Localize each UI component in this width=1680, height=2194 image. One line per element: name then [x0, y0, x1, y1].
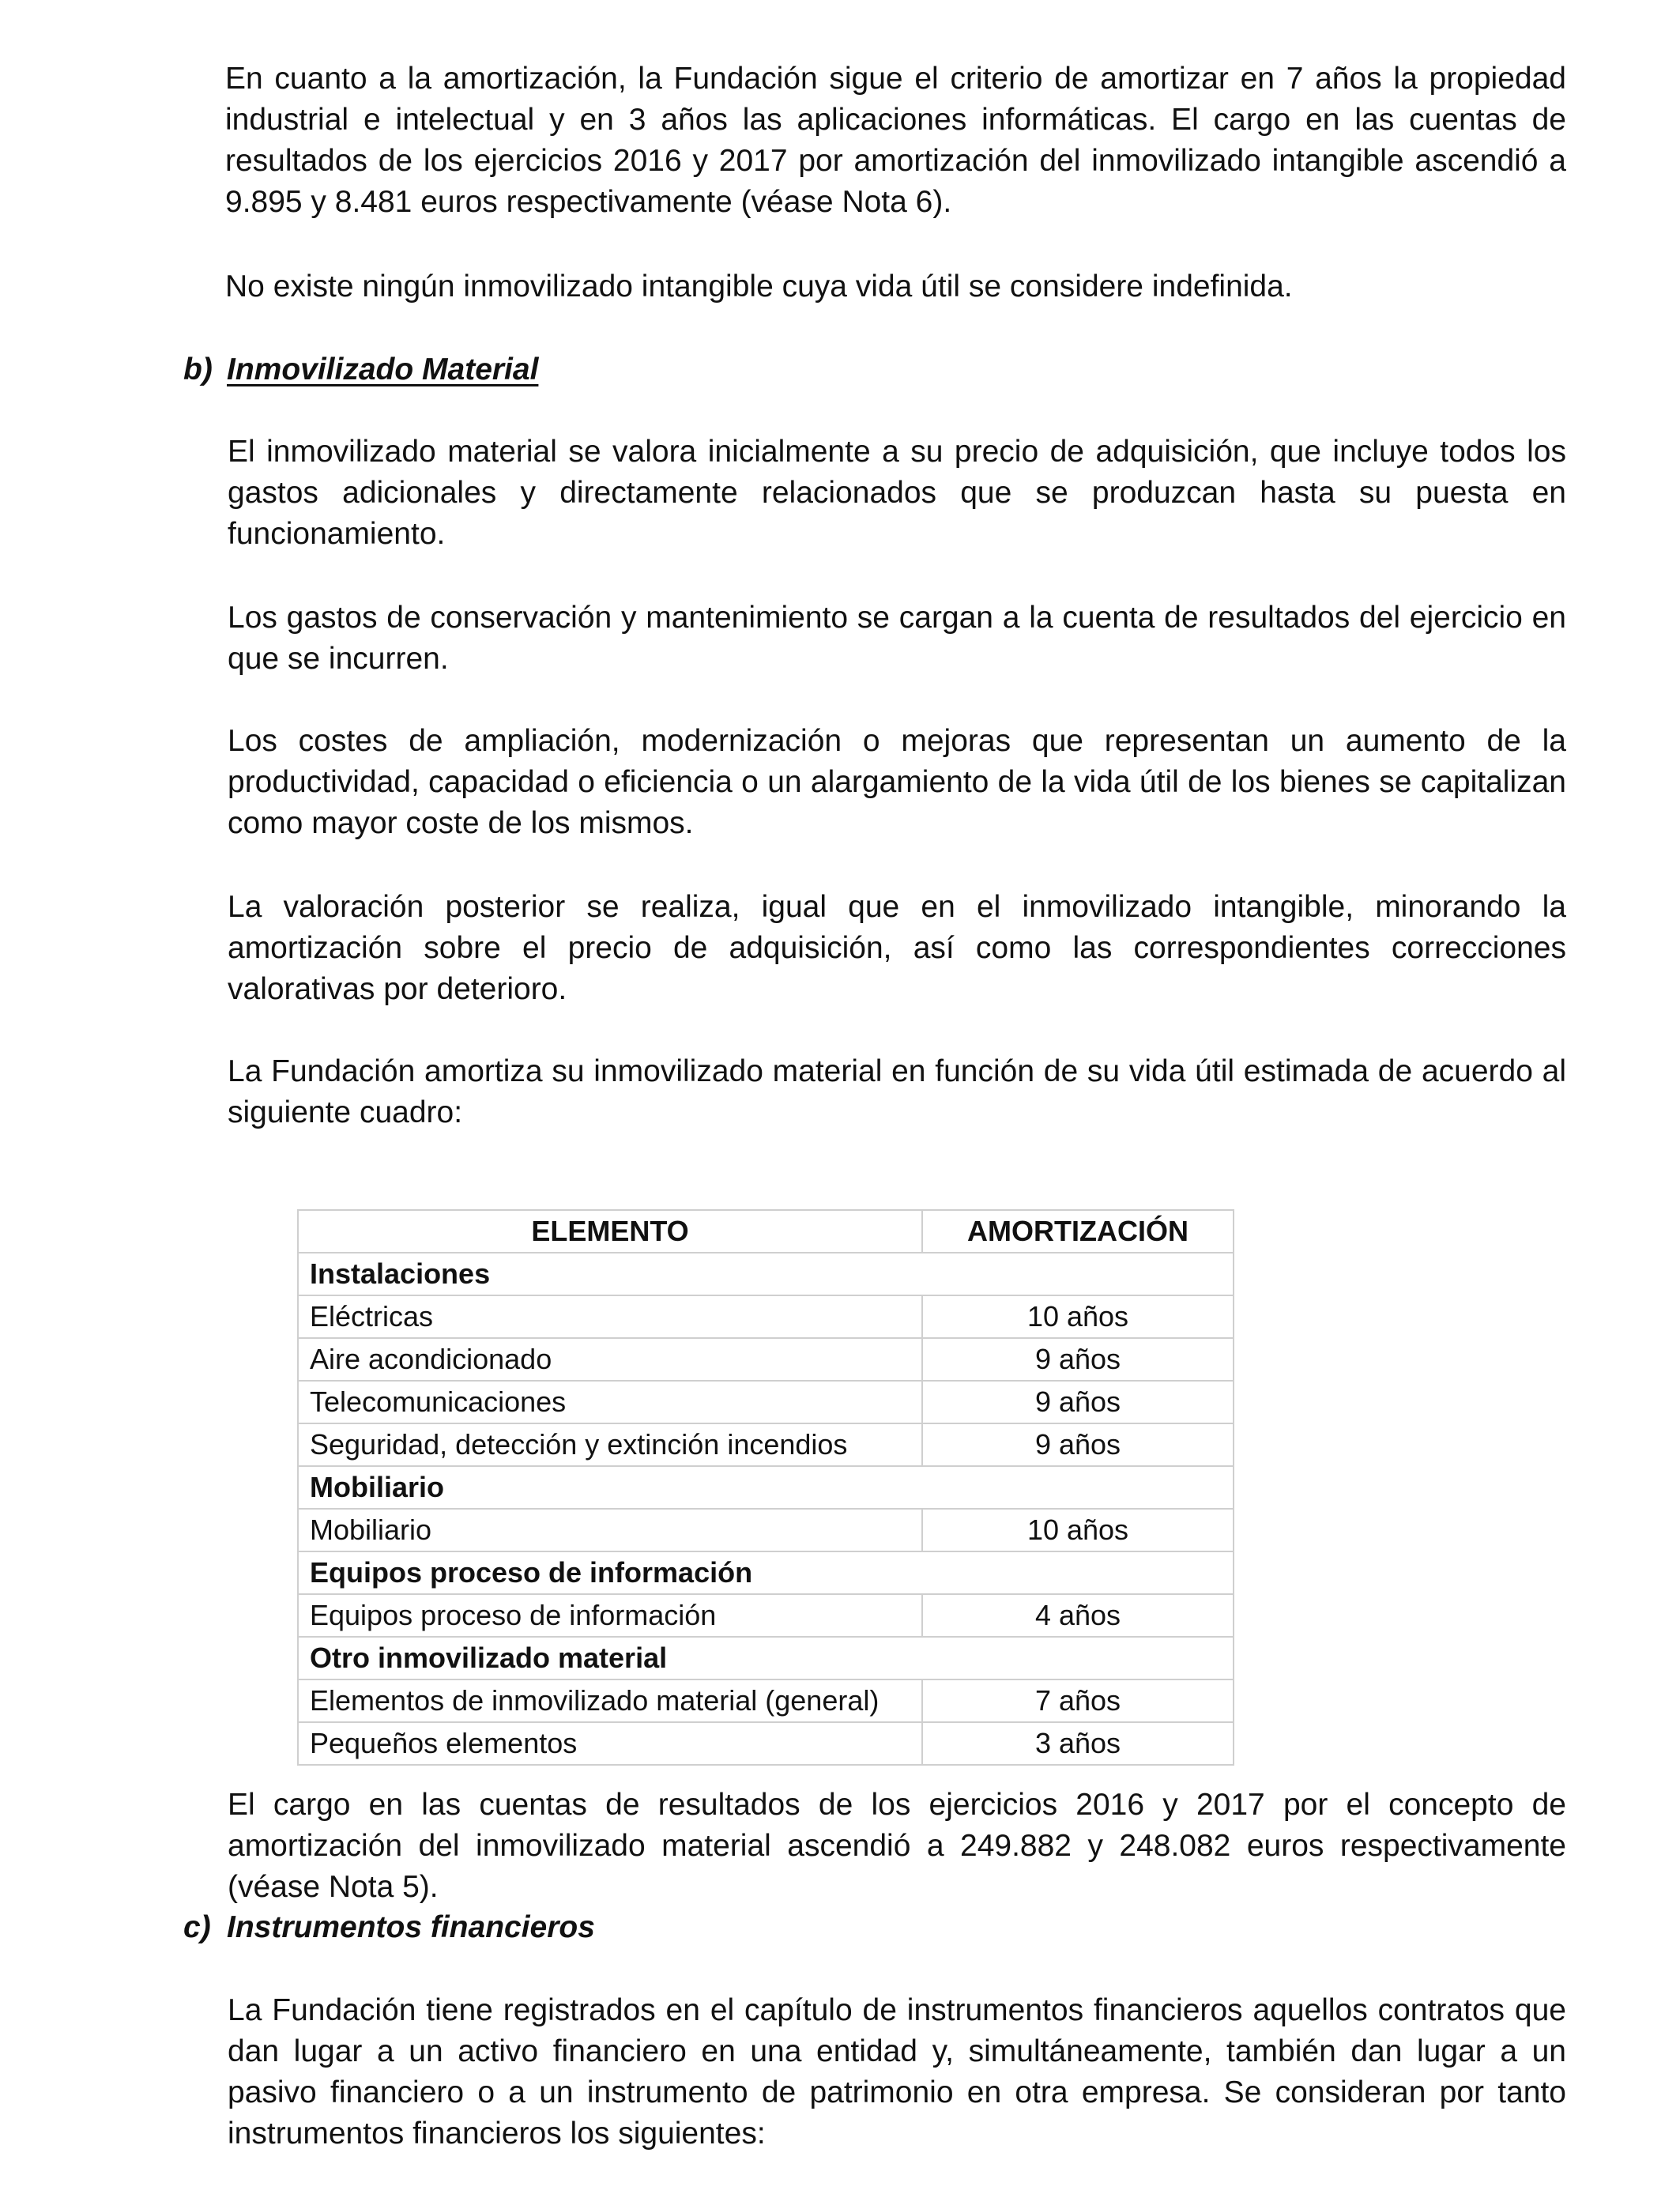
table-row	[298, 1637, 1234, 1679]
table-group-label: Instalaciones	[298, 1253, 1234, 1295]
table-row	[298, 1551, 1234, 1594]
table-cell-amortization: 10 años	[922, 1509, 1234, 1551]
table-row	[298, 1338, 1234, 1381]
paragraph-valuation-initial: El inmovilizado material se valora inicialmente a su precio de adquisición, que incluye todos los gastos adicionales y directamente relacionados que se produzcan hasta su puesta en funcionamiento.	[228, 435, 1566, 551]
section-title-instrumentos-financieros: Instrumentos financieros	[227, 1910, 595, 1944]
table-cell-element: Pequeños elementos	[298, 1722, 922, 1765]
table-cell-element: Eléctricas	[298, 1295, 922, 1338]
paragraph-material-amortization-charge: El cargo en las cuentas de resultados de los ejercicios 2016 y 2017 por el concepto de amortización del inmovilizado material ascendió a 249.882 y 248.082 euros respectivamente (véase Nota 5).	[228, 1788, 1566, 1904]
section-title-inmovilizado-material: Inmovilizado Material	[227, 352, 539, 386]
paragraph-subsequent-valuation: La valoración posterior se realiza, igual que en el inmovilizado intangible, minorando la amortización sobre el precio de adquisición, así como las correspondientes correcciones valorativas por deterioro.	[228, 890, 1566, 1006]
table-row	[298, 1253, 1234, 1295]
table-group-label: Equipos proceso de información	[298, 1551, 1234, 1594]
table-header-elemento: ELEMENTO	[298, 1210, 922, 1253]
table-group-label: Otro inmovilizado material	[298, 1637, 1234, 1679]
paragraph-amortization-intangible: En cuanto a la amortización, la Fundación sigue el criterio de amortizar en 7 años la propiedad industrial e intelectual y en 3 años las aplicaciones informáticas. El cargo en las cuentas de resultados de los ejercicios 2016 y 2017 por amortización del inmovilizado intangible ascendió a 9.895 y 8.481 euros respectivamente (véase Nota 6).	[225, 62, 1566, 219]
paragraph-maintenance-costs: Los gastos de conservación y mantenimiento se cargan a la cuenta de resultados del ejercicio en que se incurren.	[228, 601, 1566, 676]
table-header-amortizacion: AMORTIZACIÓN	[922, 1210, 1234, 1253]
table-row	[298, 1679, 1234, 1722]
table-row	[298, 1722, 1234, 1765]
table-cell-element: Mobiliario	[298, 1509, 922, 1551]
section-letter-c: c)	[183, 1910, 211, 1944]
table-cell-amortization: 4 años	[922, 1594, 1234, 1637]
table-cell-amortization: 3 años	[922, 1722, 1234, 1765]
table-cell-amortization: 9 años	[922, 1338, 1234, 1381]
table-group-label: Mobiliario	[298, 1466, 1234, 1509]
table-cell-amortization: 9 años	[922, 1423, 1234, 1466]
table-row	[298, 1466, 1234, 1509]
paragraph-indefinite-life: No existe ningún inmovilizado intangible cuya vida útil se considere indefinida.	[225, 270, 1293, 303]
amortization-table	[297, 1209, 1234, 1766]
paragraph-improvement-costs: Los costes de ampliación, modernización o mejoras que representan un aumento de la productividad, capacidad o eficiencia o un alargamiento de la vida útil de los bienes se capitalizan como mayor coste de los mismos.	[228, 724, 1566, 840]
table-cell-element: Equipos proceso de información	[298, 1594, 922, 1637]
paragraph-financial-instruments: La Fundación tiene registrados en el capítulo de instrumentos financieros aquellos contratos que dan lugar a un activo financiero en una entidad y, simultáneamente, también dan lugar a un pasivo financiero o a un instrumento de patrimonio en otra empresa. Se consideran por tanto instrumentos financieros los siguientes:	[228, 1993, 1566, 2151]
table-header-row	[298, 1210, 1234, 1253]
table-row	[298, 1381, 1234, 1423]
table-cell-amortization: 7 años	[922, 1679, 1234, 1722]
table-cell-element: Telecomunicaciones	[298, 1381, 922, 1423]
section-letter-b: b)	[183, 352, 213, 386]
table-cell-element: Seguridad, detección y extinción incendios	[298, 1423, 922, 1466]
table-row	[298, 1295, 1234, 1338]
section-heading-c	[183, 1907, 595, 1948]
table-cell-amortization: 10 años	[922, 1295, 1234, 1338]
table-cell-element: Aire acondicionado	[298, 1338, 922, 1381]
section-heading-b	[183, 349, 538, 390]
paragraph-useful-life-intro: La Fundación amortiza su inmovilizado material en función de su vida útil estimada de acuerdo al siguiente cuadro:	[228, 1054, 1566, 1129]
table-cell-element: Elementos de inmovilizado material (general)	[298, 1679, 922, 1722]
table-row	[298, 1423, 1234, 1466]
table-cell-amortization: 9 años	[922, 1381, 1234, 1423]
table-row	[298, 1594, 1234, 1637]
table-row	[298, 1509, 1234, 1551]
